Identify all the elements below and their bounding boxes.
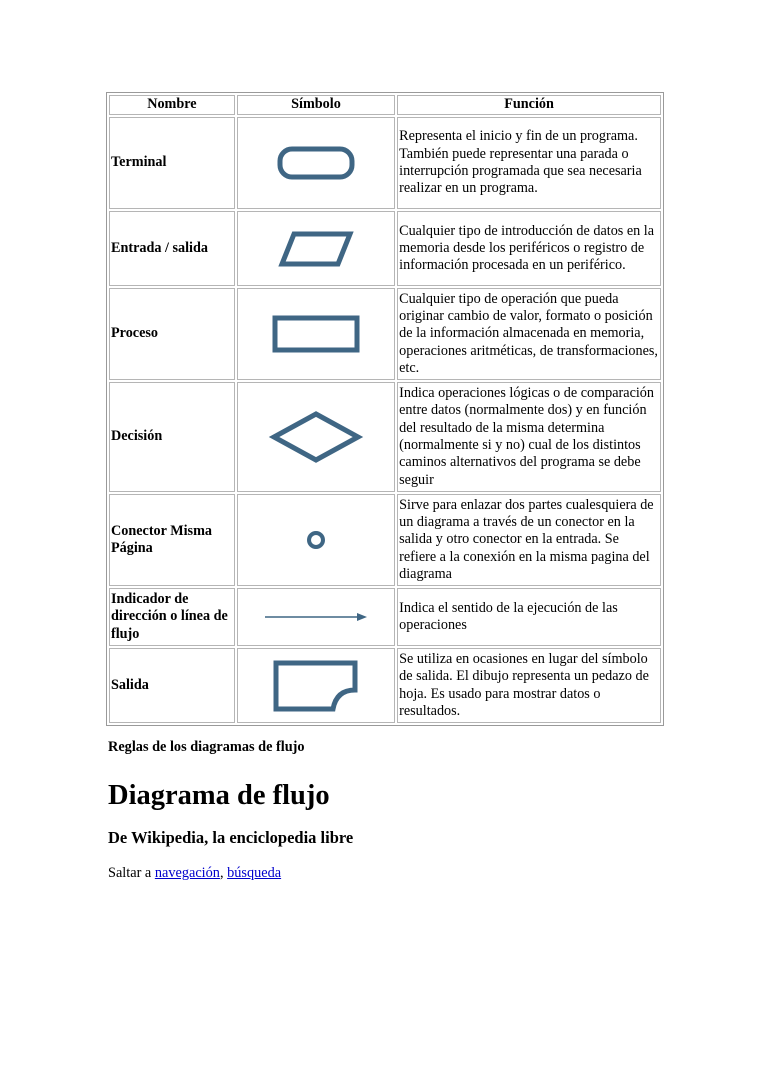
flow-arrow-icon [261, 610, 371, 624]
table-row [109, 494, 661, 586]
row-symbol [237, 117, 395, 209]
jump-prefix: Saltar a [108, 865, 155, 881]
row-symbol [237, 648, 395, 723]
row-name: Salida [109, 648, 235, 723]
connector-circle-icon [304, 528, 328, 552]
header-symbol: Símbolo [237, 95, 395, 115]
rules-heading: Reglas de los diagramas de flujo [108, 739, 305, 755]
table-row [109, 588, 661, 646]
jump-separator: , [219, 865, 228, 881]
header-function: Función [397, 95, 661, 115]
row-name: Entrada / salida [109, 211, 235, 286]
row-function: Representa el inicio y fin de un programa. También puede representar una parada o interrupción programada que sea necesaria realizar en un programa. [397, 117, 661, 209]
navigation-link[interactable]: navegación [154, 865, 220, 881]
search-link[interactable]: búsqueda [227, 865, 282, 881]
row-function: Cualquier tipo de introducción de datos en la memoria desde los periféricos o registro de información procesada en un periférico. [397, 211, 661, 286]
row-function: Se utiliza en ocasiones en lugar del símbolo de salida. El dibujo representa un pedazo de hoja. Es usado para mostrar datos o resultados. [397, 648, 661, 723]
row-symbol [237, 588, 395, 646]
row-symbol [237, 211, 395, 286]
row-function: Indica el sentido de la ejecución de las operaciones [397, 588, 661, 646]
row-function: Indica operaciones lógicas o de comparación entre datos (normalmente dos) y en función del resultado de la misma determina (normalmente si y no) cual de los distintos caminos alternativos del programa se debe seguir [397, 382, 661, 492]
row-name: Decisión [109, 382, 235, 492]
row-name: Proceso [109, 288, 235, 380]
row-name: Terminal [109, 117, 235, 209]
table-row [109, 382, 661, 492]
row-symbol [237, 494, 395, 586]
article-subtitle: De Wikipedia, la enciclopedia libre [108, 828, 354, 847]
table-header-row [109, 95, 661, 115]
row-name: Conector Misma Página [109, 494, 235, 586]
jump-links [106, 864, 666, 882]
input-output-parallelogram-icon [276, 229, 356, 269]
row-symbol [237, 382, 395, 492]
row-function: Sirve para enlazar dos partes cualesquiera de un diagrama a través de un conector en la salida y otro conector en la entrada. Se refiere a la conexión en la misma pagina del diagrama [397, 494, 661, 586]
table-row [109, 648, 661, 723]
flowchart-symbols-table [106, 92, 664, 726]
header-name: Nombre [109, 95, 235, 115]
row-symbol [237, 288, 395, 380]
row-name: Indicador de dirección o línea de flujo [109, 588, 235, 646]
table-row [109, 117, 661, 209]
table-row [109, 211, 661, 286]
process-rectangle-icon [271, 314, 361, 354]
decision-diamond-icon [268, 409, 364, 465]
row-function: Cualquier tipo de operación que pueda originar cambio de valor, formato o posición de la información almacenada en memoria, operaciones aritméticas, de transformaciones, etc. [397, 288, 661, 380]
table-row [109, 288, 661, 380]
article-title: Diagrama de flujo [108, 780, 330, 811]
document-output-icon [271, 658, 361, 714]
terminal-rounded-rect-icon [276, 145, 356, 181]
document-page [106, 92, 666, 882]
